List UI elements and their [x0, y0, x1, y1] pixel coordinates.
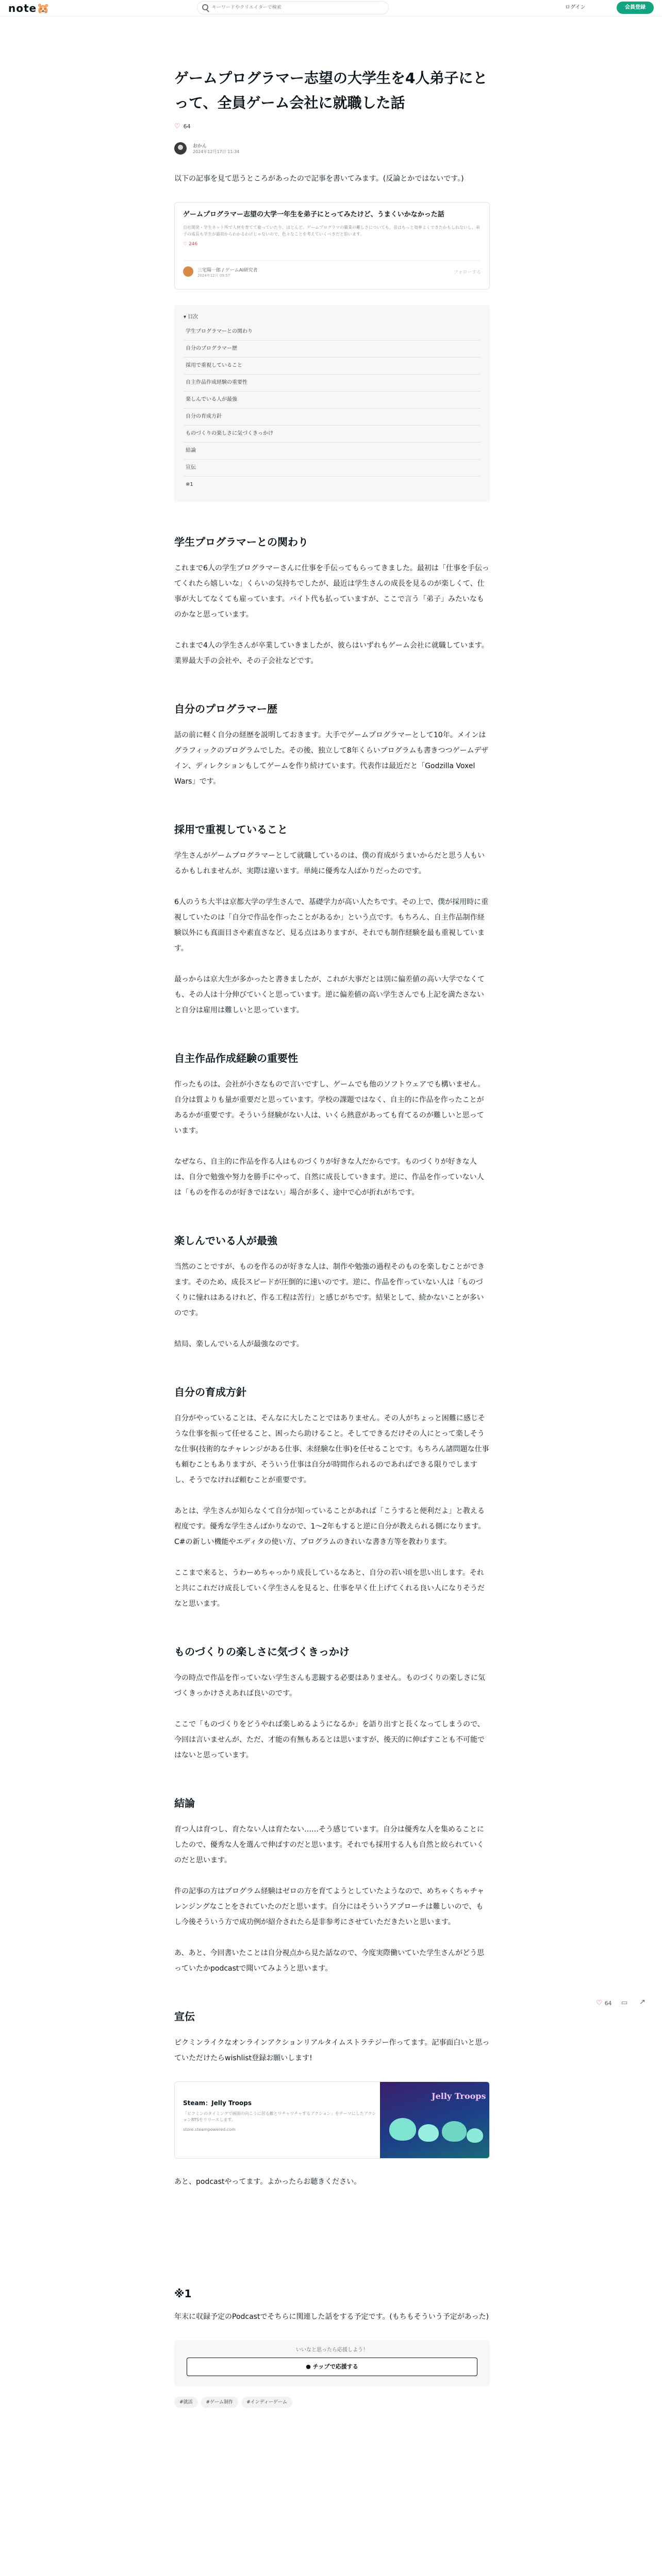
steam-description: 「ピクミンのタイミングで画面の向こうに居る敵とワチャワチャするアクション」をテーマにしたアクションRTSをリリースします。	[183, 2111, 376, 2122]
logo-mark-icon: 🐹	[37, 2, 51, 14]
chevron-down-icon: ▾	[184, 314, 188, 320]
embed-divider	[183, 260, 481, 261]
like-count: 64	[183, 123, 191, 130]
paragraph: 最っからは京大生が多かったと書きましたが、これが大事だとは別に偏差値の高い大学でなくても、その人は十分伸びていくと思っています。逆に偏差値の高い学生さんでも上記を満たさないと自分は雇用は難しいと思っています。	[174, 975, 485, 1014]
paragraph: 学生さんがゲームプログラマーとして就職しているのは、僕の育成がうまいからだと思う人もいるかもしれませんが、実際は違います。単純に優秀な人ばかりだったのです。	[174, 852, 485, 875]
paragraph: 今の時点で作品を作っていない学生さんも悲観する必要はありません。ものづくりの楽しさに気づくきっかけさえあれば良いのです。	[174, 1674, 485, 1698]
table-of-contents	[174, 305, 490, 502]
section-heading: 自主作品作成経験の重要性	[174, 1052, 298, 1064]
slime-icon	[442, 2121, 467, 2142]
paragraph: あとは、学生さんが知らなくて自分が知っていることがあれば「こうすると便利だよ」と教える程度です。優秀な学生さんばかりなので、1〜2年もすると逆に自分が教えられる側になります。C#の新しい機能やエディタの使い方、プログラムのきれいな書き方等を教わります。	[174, 1507, 486, 1546]
author-row	[174, 142, 490, 163]
hashtag[interactable]: #就活	[174, 2397, 198, 2408]
section-heading: 結論	[174, 1797, 195, 1809]
toc-item[interactable]: 自分のプログラマー歴	[184, 341, 481, 358]
signup-button[interactable]: 会員登録	[617, 2, 654, 14]
steam-title[interactable]: Steam：Jelly Troops	[183, 2099, 252, 2107]
embed-date: 2024年12月 09:57	[197, 274, 230, 278]
toc-item[interactable]: 結論	[184, 443, 481, 460]
toc-item[interactable]: 楽しんでいる人が最強	[184, 392, 481, 409]
embed-follow-button[interactable]: フォローする	[453, 270, 481, 275]
publish-date: 2024年12月17日 11:34	[193, 149, 240, 154]
footnote-paragraph: 年末に収録予定のPodcastでそちらに関連した話をする予定です。(もちもそういう予定があった)	[174, 2313, 489, 2321]
tip-button[interactable]	[187, 2358, 477, 2376]
toc-item[interactable]: ※1	[186, 482, 193, 487]
jelly-troops-logo: Jelly Troops	[432, 2091, 486, 2101]
paragraph: ここで「ものづくりをどうやれば楽しめるようになるか」を語り出すと長くなってしまうので、今回は言いませんが、ただ、才能の有無もあるとは思いますが、後天的に伸ばすことも不可能ではないと思っています。	[174, 1720, 485, 1759]
paragraph: 育つ人は育つし、育たない人は育たない……そう感じています。自分は優秀な人を集めることにしたので、優秀な人を選んで伸ばすのだと思います。それでも採用する人も自然と絞られていくのだと思います。	[174, 1825, 484, 1865]
toc-item[interactable]: 採用で重視していること	[184, 358, 481, 375]
slime-icon	[467, 2128, 483, 2143]
paragraph: なぜなら、自主的に作品を作る人はものづくりが好きな人だからです。ものづくりが好きな人は、自分で勉強や努力を勝手にやって、自然に成長していきます。逆に、作品を作っていない人は「ものを作るのが好きではない」場合が多く、途中で心が折れがちです。	[174, 1158, 484, 1197]
tip-icon: ●	[306, 2363, 313, 2370]
paragraph: 話の前に軽く自分の経歴を説明しておきます。大手でゲームプログラマーとして10年。メインはグラフィックのプログラムでした。その後、独立して8年くらいプログラムも書きつつゲームデザイン、ディレクションもしてゲームを作り続けています。代表作は最近だと「Godzilla Voxel Wars」です。	[174, 731, 489, 786]
embed-like-count: 246	[188, 242, 198, 247]
likes-row	[174, 123, 490, 135]
article-body	[174, 535, 490, 2066]
article-title: ゲームプログラマー志望の大学生を4人弟子にとって、全員ゲーム会社に就職した話	[174, 70, 488, 111]
paragraph: 自分がやっていることは、そんなに大したことではありません。その人がちょっと困難に感じそうな仕事を振って任せること、困ったら助けること。そしてできるだけその人にとって楽しそうな仕事(技術的なチャレンジがある仕事、未経験な仕事)を任せることです。もちろん諸問題な仕事も頼むこともありますが、そういう仕事は自分が時間作られるのであればできる限りでしますし、そうでなければ頼むことが重要です。	[174, 1414, 489, 1484]
heart-icon[interactable]: ♡	[174, 123, 180, 130]
embed-author-avatar[interactable]	[183, 266, 193, 277]
hashtag[interactable]: #インディーゲーム	[241, 2397, 292, 2408]
section-heading: 自分の育成方針	[174, 1386, 246, 1398]
jelly-troops-thumbnail[interactable]	[380, 2082, 489, 2159]
embed-author[interactable]: 三宅陽一郎 / ゲームAI研究者	[197, 268, 258, 273]
section-heading: 楽しんでいる人が最強	[174, 1234, 277, 1247]
embed-description: 自社開発・学生ネット所で人材を育てて雇っていたり、ほとんど。ゲームプログラマの職業の難しさについても、昔はもっと効率よくできたかもしれないし、弟子の成長も学生が最初からわかるわけじゃないので、色々なことを考えていくべきだと思います。	[183, 225, 480, 236]
steam-link-card[interactable]	[174, 2081, 490, 2159]
tag-list	[174, 2396, 490, 2408]
section-heading: 採用で重視していること	[174, 823, 288, 836]
side-like-button[interactable]	[596, 1999, 612, 2007]
slime-icon	[389, 2118, 416, 2141]
steam-domain: store.steampowered.com	[183, 2127, 236, 2132]
avatar[interactable]	[174, 142, 187, 155]
toc-list	[184, 324, 481, 494]
logo-text: note	[8, 2, 37, 14]
paragraph: 6人のうち大半は京都大学の学生さんで、基礎学力が高い人たちです。その上で、僕が採用時に重視していたのは「自分で作品を作ったことがあるか」という点です。もちろん、自主作品制作経験以外にも真面目さや素直さなど、見る点はありますが、それでも制作経験を最も重視しています。	[174, 898, 489, 953]
section-heading: 学生プログラマーとの関わり	[174, 536, 308, 548]
search-icon	[202, 4, 208, 10]
author-name[interactable]: おかん	[193, 144, 207, 149]
login-button[interactable]: ログイン	[565, 5, 586, 10]
slime-icon	[418, 2124, 439, 2142]
paragraph: ここまで来ると、うわーめちゃっかり成長しているなあと、自分の若い頃を思い出します。それと共にこれだけ成長していく学生さんを見ると、仕事を早く仕上げてくれる良い人になりそうだなと思います。	[174, 1569, 485, 1608]
comment-icon[interactable]: ▭	[621, 1999, 628, 2007]
embed-title[interactable]: ゲームプログラマー志望の大学一年生を弟子にとってみたけど、うまくいかなかった話	[183, 211, 444, 218]
paragraph: 結局、楽しんでいる人が最強なのです。	[174, 1340, 304, 1348]
article	[174, 66, 490, 2408]
search-input[interactable]	[212, 4, 382, 12]
paragraph: 作ったものは、会社が小さなもので言いですし、ゲームでも他のソフトウェアでも構いません。自分は質よりも量が重要だと思っています。学校の課題ではなく、自主的に作品を作ったことがあるかが重要です。そういう経験がない人は、いくら熱意があっても育てるのが難しいと思っています。	[174, 1080, 485, 1135]
toc-item[interactable]: 学生プログラマーとの関わり	[184, 324, 481, 341]
paragraph: ピクミンライクなオンラインアクションリアルタイムストラテジー作ってます。記事面白いと思っていただけたらwishlist登録お願いします!	[174, 2039, 490, 2062]
hashtag[interactable]: #ゲーム制作	[201, 2397, 239, 2408]
paragraph: これまで6人の学生プログラマーさんに仕事を手伝ってもらってきました。最初は「仕事を手伝ってくれたら嬉しいな」くらいの気持ちでしたが、最近は学生さんの成長を見るのが楽しくて、仕事が大してなくても雇っています。バイト代も払っていますが、ここで言う「弟子」みたいなものかなと思っています。	[174, 564, 489, 619]
embed-heart-icon: ♡	[183, 242, 189, 247]
site-header	[0, 0, 662, 16]
toc-heading[interactable]	[184, 312, 481, 324]
section-heading: ものづくりの楽しさに気づくきっかけ	[174, 1646, 350, 1658]
intro-paragraph: 以下の記事を見て思うところがあったので記事を書いてみます。(反論とかではないです。)	[174, 175, 464, 183]
toc-item[interactable]: 自主作品作成経験の重要性	[184, 375, 481, 392]
embed-likes	[183, 242, 481, 247]
podcast-paragraph: あと、podcastやってます。よかったらお聴きください。	[174, 2178, 361, 2186]
footnote-heading: ※1	[174, 2287, 192, 2300]
toc-item[interactable]: 自分の育成方針	[184, 409, 481, 426]
share-icon[interactable]: ↗	[639, 1998, 646, 2006]
embedded-article-card[interactable]	[174, 202, 490, 290]
toc-item[interactable]: 宣伝	[184, 460, 481, 477]
tip-button-label: チップで応援する	[312, 2363, 358, 2370]
note-logo[interactable]	[8, 2, 50, 14]
support-text: いいなと思ったら応援しよう！	[296, 2347, 368, 2353]
search-box[interactable]	[197, 1, 389, 14]
paragraph: これまで4人の学生さんが卒業していきましたが、彼らはいずれもゲーム会社に就職しています。業界最大手の会社や、その子会社などです。	[174, 641, 489, 665]
section-heading: 宣伝	[174, 2010, 195, 2023]
paragraph: 当然のことですが、ものを作るのが好きな人は、制作や勉強の過程そのものを楽しむことができます。そのため、成長スピードが圧倒的に速いのです。逆に、作品を作っていない人は「ものづくりに憧れはあるけれど、作る工程は苦行」と感じがちです。結果として、続かないことが多いのです。	[174, 1263, 485, 1317]
support-box	[174, 2340, 490, 2386]
heart-icon: ♡	[596, 1999, 603, 2007]
side-like-count: 64	[604, 2000, 612, 2007]
toc-head-label: 目次	[188, 314, 198, 320]
toc-item[interactable]: ものづくりの楽しさに気づくきっかけ	[184, 426, 481, 443]
paragraph: あ、あと、今回書いたことは自分視点から見た話なので、今度実際働いていた学生さんがどう思っていたかpodcastで聞いてみようと思います。	[174, 1949, 485, 1973]
paragraph: 件の記事の方はプログラム経験はゼロの方を育てようとしていたようなので、めちゃくちゃチャレンジングなことをされていたのだと思います。自分にはそういうアプローチは難しいので、もし今後そういう方で成功例が紹介されたら是非参考にさせていただきたいと思います。	[174, 1887, 485, 1926]
section-heading: 自分のプログラマー歴	[174, 703, 277, 715]
